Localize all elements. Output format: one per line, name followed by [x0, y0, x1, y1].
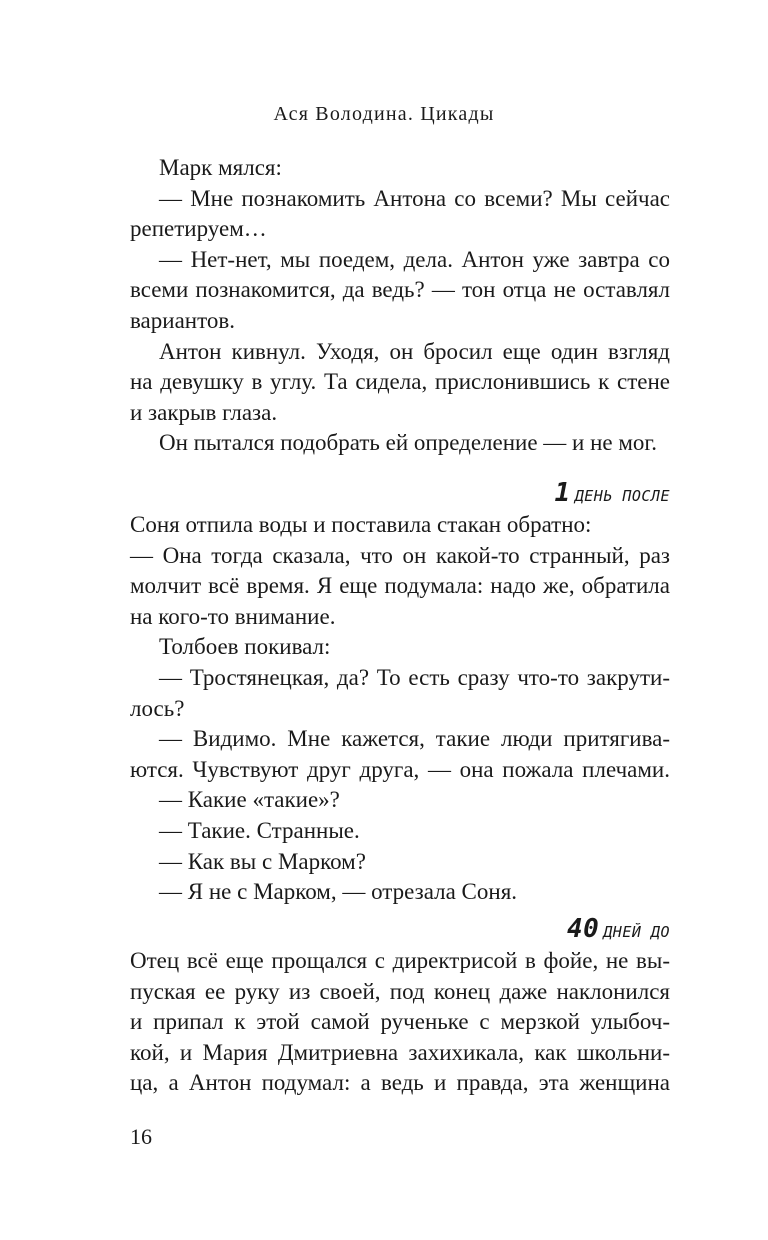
text-line: — Я не с Марком, — отрезала Соня.	[159, 879, 518, 905]
text-line: — Она тогда сказала, что он какой-то странный, раз	[130, 542, 670, 568]
text-line: — Тростянецкая, да? То есть сразу что-то закрути-	[159, 664, 670, 690]
running-head: Ася Володина. Цикады	[273, 103, 495, 125]
section-marker-1	[130, 478, 670, 508]
marker-text: ДНЕЙ ДО	[603, 923, 670, 941]
text-line: молчит всё время. Я еще подумала: надо же, обратила	[130, 573, 670, 599]
text-line: лось?	[130, 695, 185, 721]
text-block-2	[130, 510, 670, 908]
text-line: кой, и Мария Дмитриевна захихикала, как школьни-	[130, 1039, 670, 1065]
text-line: — Какие «такие»?	[159, 787, 340, 813]
text-line: на кого-то внимание.	[130, 603, 336, 629]
text-line: — Видимо. Мне кажется, такие люди притягива-	[159, 726, 670, 752]
marker-text: ДЕНЬ ПОСЛЕ	[574, 487, 670, 505]
text-line: — Мне познакомить Антона со всеми? Мы сейчас	[159, 185, 670, 211]
page-number: 16	[130, 1124, 152, 1149]
text-line: — Нет-нет, мы поедем, дела. Антон уже завтра со	[159, 246, 670, 272]
text-line: пуская ее руку из своей, под конец даже наклонился	[130, 978, 670, 1004]
text-line: ца, а Антон подумал: а ведь и правда, эта женщина	[130, 1070, 670, 1096]
text-line: — Такие. Странные.	[159, 817, 360, 843]
text-line: ются. Чувствуют друг друга, — она пожала плечами.	[130, 756, 670, 782]
text-line: Отец всё еще прощался с директрисой в фойе, не вы-	[130, 948, 670, 973]
text-line: и припал к этой самой рученьке с мерзкой улыбоч-	[130, 1009, 670, 1035]
text-line: Марк мялся:	[159, 155, 282, 180]
text-line: — Как вы с Марком?	[159, 848, 366, 874]
text-line: Соня отпила воды и поставила стакан обратно:	[130, 512, 592, 537]
text-block-3	[130, 946, 670, 1099]
marker-number: 40	[566, 914, 600, 944]
text-line: Он пытался подобрать ей определение — и не мог.	[159, 430, 658, 456]
marker-number: 1	[554, 478, 571, 508]
text-line: Толбоев покивал:	[159, 634, 331, 660]
text-line: на девушку в углу. Та сидела, прислонившись к стене	[130, 369, 670, 395]
text-line: и закрыв глаза.	[130, 399, 278, 425]
text-line: всеми познакомится, да ведь? — тон отца не оставлял	[130, 277, 670, 303]
text-line: репетируем…	[130, 216, 267, 242]
text-line: Антон кивнул. Уходя, он бросил еще один взгляд	[159, 338, 670, 364]
text-block-1	[130, 153, 670, 459]
text-line: вариантов.	[130, 307, 235, 333]
section-marker-2	[130, 914, 670, 944]
